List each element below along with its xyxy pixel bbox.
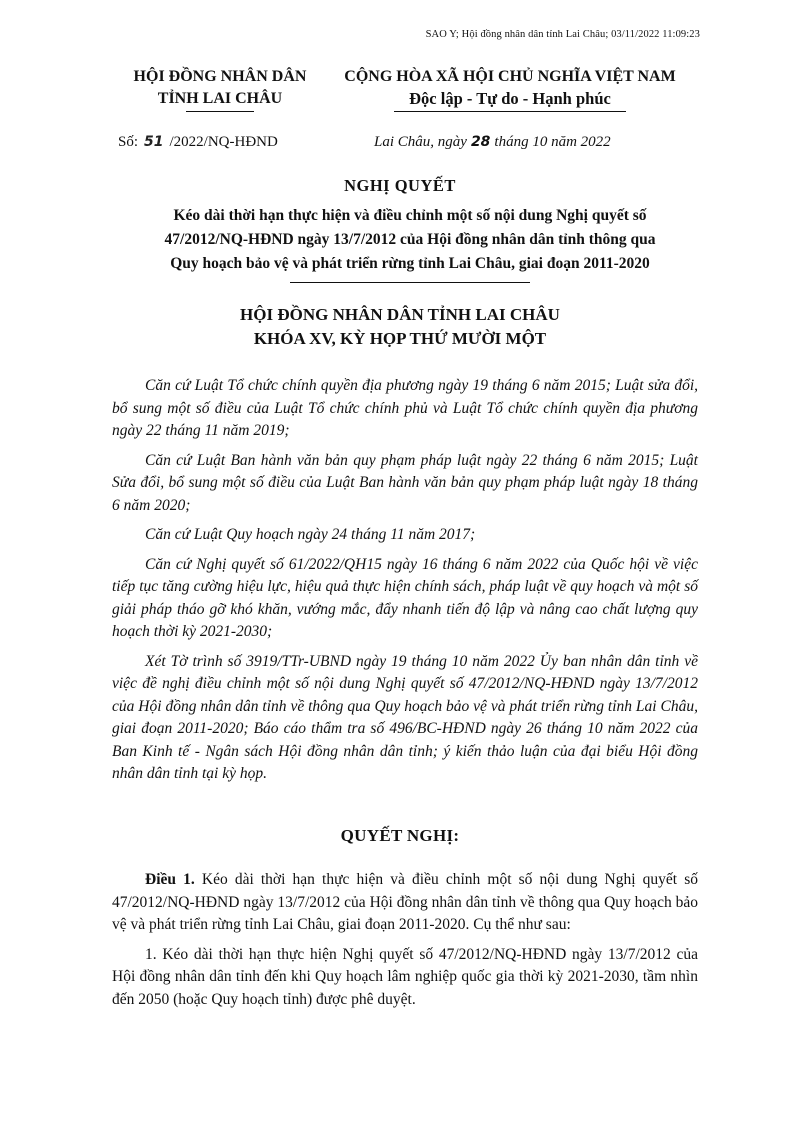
subject-line-3: Quy hoạch bảo vệ và phát triển rừng tỉnh Lai Châu, giai đoạn 2011-2020 — [170, 255, 650, 272]
resolution-body — [112, 869, 698, 1018]
issuer-line-1: HỘI ĐỒNG NHÂN DÂN — [133, 68, 307, 85]
article-1-label: Điều 1. — [145, 871, 195, 888]
subject-line-1: Kéo dài thời hạn thực hiện và điều chỉnh một số nội dung Nghị quyết số — [173, 207, 647, 224]
national-motto: Độc lập - Tự do - Hạnh phúc — [409, 89, 611, 108]
council-line-1: HỘI ĐỒNG NHÂN DÂN TỈNH LAI CHÂU — [240, 305, 560, 324]
basis-paragraph: Căn cứ Luật Tổ chức chính quyền địa phương ngày 19 tháng 6 năm 2015; Luật sửa đổi, bổ sung một số điều của Luật Tổ chức chính phủ và Luật Tổ chức chính quyền địa phương ngày 22 tháng 11 năm 2019; — [112, 377, 698, 439]
number-value: 51 — [144, 134, 164, 150]
issuer-line-2: TỈNH LAI CHÂU — [157, 90, 283, 107]
article-1-item-1: 1. Kéo dài thời hạn thực hiện Nghị quyết số 47/2012/NQ-HĐND ngày 13/7/2012 của Hội đồng nhân dân tỉnh đến khi Quy hoạch lâm nghiệp quốc gia thời kỳ 2021-2030, tầm nhìn đến 2050 (hoặc Quy hoạch tỉnh) được phê duyệt. — [112, 945, 698, 1008]
national-title: CỘNG HÒA XÃ HỘI CHỦ NGHĨA VIỆT NAM — [344, 68, 676, 85]
date-day: 28 — [470, 134, 491, 150]
number-prefix: Số: — [118, 134, 139, 150]
subject-underline — [290, 282, 530, 283]
basis-paragraph: Xét Tờ trình số 3919/TTr-UBND ngày 19 tháng 10 năm 2022 Ủy ban nhân dân tỉnh về việc đề nghị điều chỉnh một số nội dung Nghị quyết số 47/2012/NQ-HĐND ngày 13/7/2012 của Hội đồng nhân dân tỉnh về thông qua Quy hoạch bảo vệ và phát triển rừng tỉnh Lai Châu, giai đoạn 2011-2020; Báo cáo thẩm tra số 496/BC-HĐND ngày 26 tháng 10 năm 2022 của Ban Kinh tế - Ngân sách Hội đồng nhân dân tỉnh; ý kiến thảo luận của đại biểu Hội đồng nhân dân tỉnh tại kỳ họp. — [112, 652, 698, 782]
document-type: NGHỊ QUYẾT — [344, 176, 456, 195]
council-line-2: KHÓA XV, KỲ HỌP THỨ MƯỜI MỘT — [253, 329, 547, 348]
decide-title: QUYẾT NGHỊ: — [340, 826, 460, 845]
subject-line-2: 47/2012/NQ-HĐND ngày 13/7/2012 của Hội đồng nhân dân tỉnh thông qua — [164, 231, 656, 248]
article-1 — [112, 869, 698, 937]
copy-stamp: SAO Y; Hội đồng nhân dân tỉnh Lai Châu; 03/11/2022 11:09:23 — [425, 29, 700, 40]
article-1-text: Kéo dài thời hạn thực hiện và điều chỉnh một số nội dung Nghị quyết số 47/2012/NQ-HĐND ngày 13/7/2012 của Hội đồng nhân dân tỉnh về thông qua Quy hoạch bảo vệ và phát triển rừng tỉnh Lai Châu, giai đoạn 2011-2020. Cụ thể như sau: — [112, 871, 699, 933]
council-heading — [0, 303, 800, 351]
date-prefix: Lai Châu, ngày — [374, 134, 467, 150]
issuer-header — [105, 66, 335, 112]
basis-paragraph: Căn cứ Luật Ban hành văn bản quy phạm pháp luật ngày 22 tháng 6 năm 2015; Luật Sửa đổi, bổ sung một số điều của Luật Ban hành văn bản quy phạm pháp luật ngày 18 tháng 6 năm 2020; — [112, 451, 698, 514]
legal-basis — [112, 375, 698, 793]
national-header — [335, 66, 685, 112]
document-date — [374, 134, 611, 151]
issuer-underline — [186, 111, 254, 112]
motto-underline — [394, 111, 626, 112]
basis-paragraph: Căn cứ Nghị quyết số 61/2022/QH15 ngày 16 tháng 6 năm 2022 của Quốc hội về việc tiếp tục tăng cường hiệu lực, hiệu quả thực hiện chính sách, pháp luật về quy hoạch và một số giải pháp tháo gỡ khó khăn, vướng mắc, đẩy nhanh tiến độ lập và nâng cao chất lượng quy hoạch thời kỳ 2021-2030; — [112, 555, 698, 640]
document-subject — [120, 204, 700, 283]
document-number — [118, 134, 278, 151]
number-suffix: /2022/NQ-HĐND — [169, 134, 278, 150]
date-suffix: tháng 10 năm 2022 — [494, 134, 611, 150]
basis-paragraph: Căn cứ Luật Quy hoạch ngày 24 tháng 11 năm 2017; — [145, 526, 476, 543]
